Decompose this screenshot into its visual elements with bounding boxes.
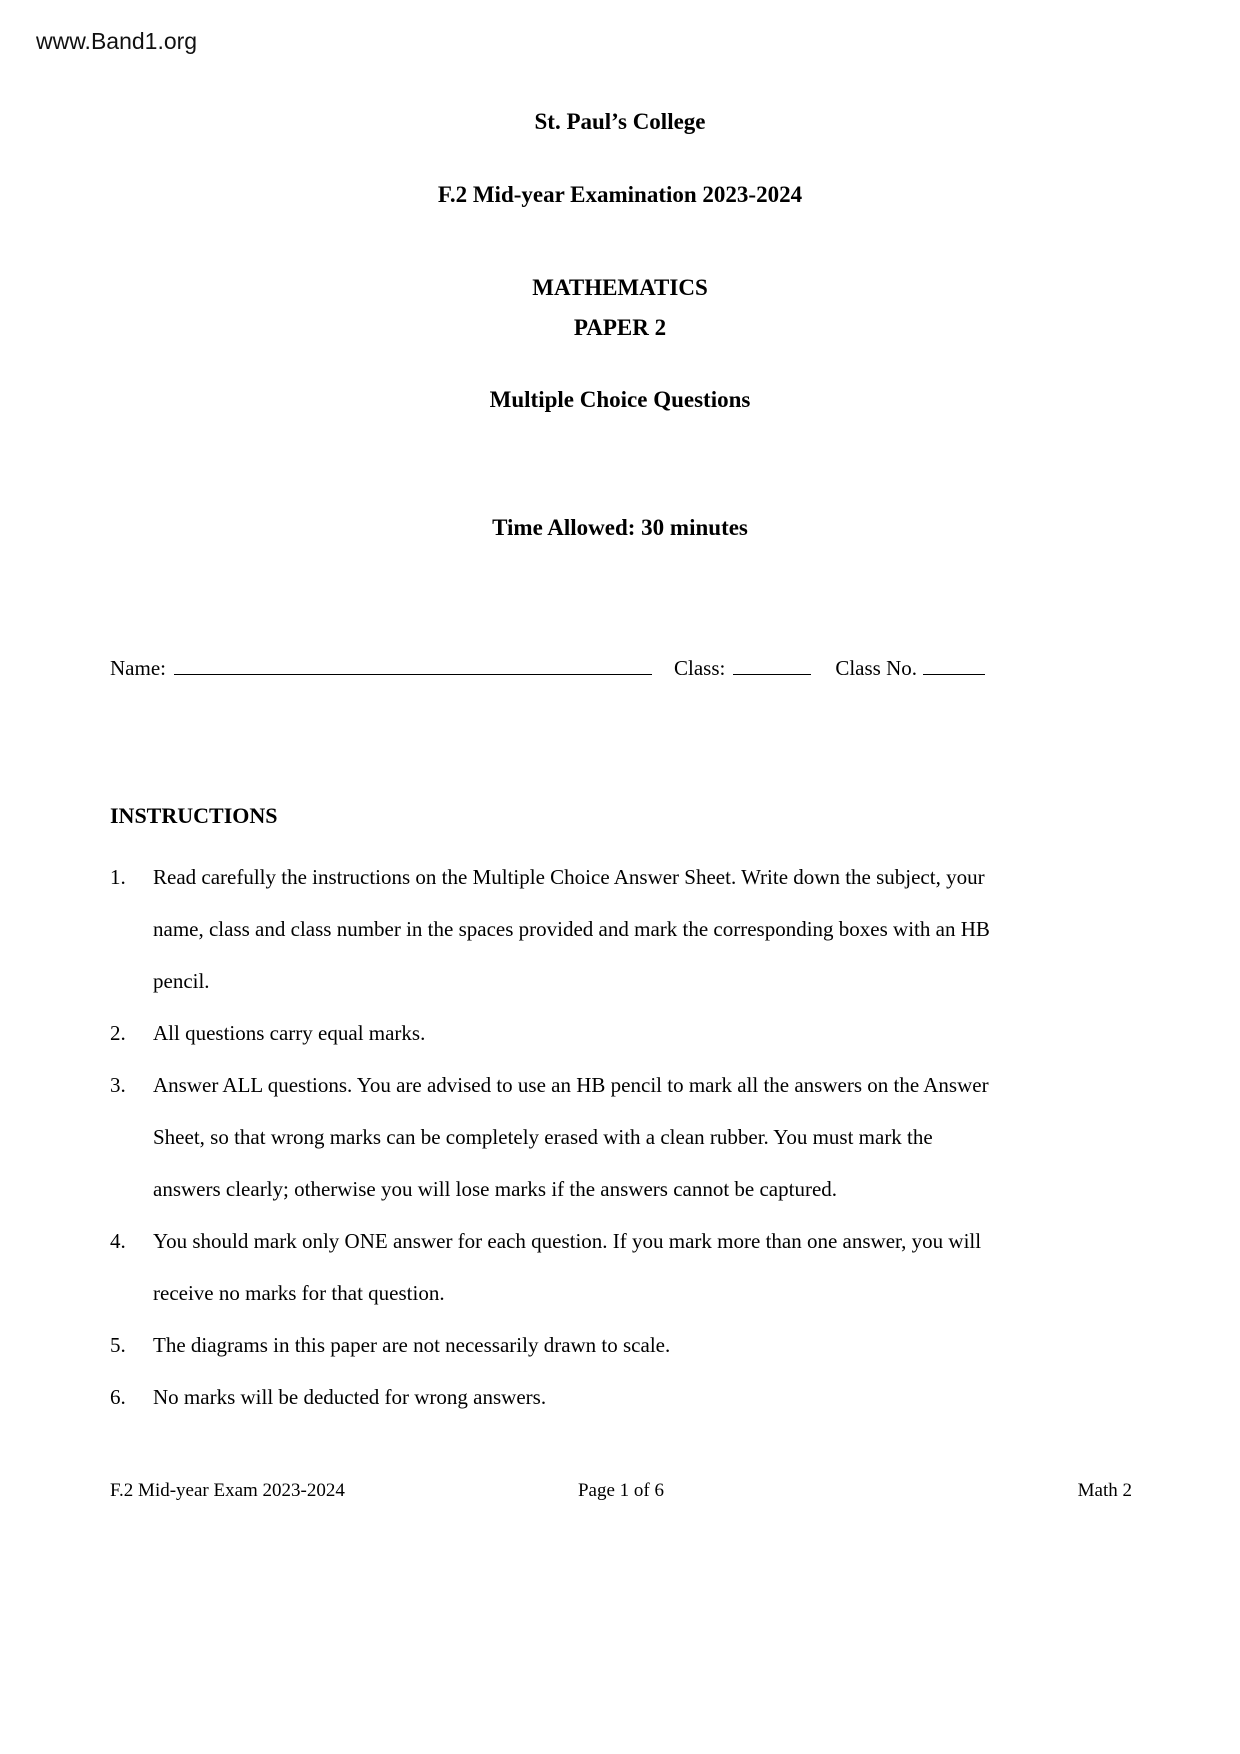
- instruction-item: [110, 1371, 1132, 1423]
- school-name: St. Paul’s College: [534, 109, 706, 134]
- instruction-number: 6.: [110, 1384, 126, 1409]
- instruction-number: 3.: [110, 1072, 126, 1097]
- instruction-item: [110, 1059, 1132, 1215]
- class-no-blank-line: [923, 654, 985, 675]
- class-label: Class:: [673, 655, 726, 680]
- paper-header: [0, 0, 1240, 542]
- footer-exam-name: F.2 Mid-year Exam 2023-2024: [110, 1480, 345, 1501]
- instruction-number: 1.: [110, 864, 126, 889]
- class-no-label: Class No.: [835, 655, 918, 680]
- instruction-text: Answer ALL questions. You are advised to use an HB pencil to mark all the answers on the Answer Sheet, so that wrong marks can be completely erased with a clean rubber. You must mark the answers clearly; otherwise you will lose marks if the answers cannot be captured.: [153, 1072, 989, 1201]
- instruction-text: No marks will be deducted for wrong answers.: [153, 1384, 547, 1409]
- instructions-title: INSTRUCTIONS: [110, 802, 278, 828]
- paper-type: Multiple Choice Questions: [489, 387, 751, 413]
- instruction-number: 4.: [110, 1228, 126, 1253]
- instruction-text: Read carefully the instructions on the Multiple Choice Answer Sheet. Write down the subject, your name, class and class number in the spaces provided and mark the corresponding boxes with an HB pencil.: [153, 864, 990, 993]
- name-label: Name:: [110, 655, 166, 680]
- instruction-text: All questions carry equal marks.: [153, 1020, 426, 1045]
- watermark-url: www.Band1.org: [36, 28, 198, 54]
- footer-subject: Math 2: [1077, 1480, 1132, 1501]
- exam-title: F.2 Mid-year Examination 2023-2024: [437, 181, 803, 207]
- instruction-item: [110, 1215, 1132, 1319]
- instruction-text: You should mark only ONE answer for each question. If you mark more than one answer, you will receive no marks for that question.: [153, 1228, 982, 1305]
- footer-page-number: Page 1 of 6: [577, 1480, 664, 1501]
- name-blank-line: [174, 654, 652, 675]
- instruction-number: 2.: [110, 1020, 126, 1045]
- class-blank-line: [733, 654, 811, 675]
- instruction-item: [110, 851, 1132, 1007]
- instruction-number: 5.: [110, 1332, 126, 1357]
- instruction-item: [110, 1319, 1132, 1371]
- paper-number: PAPER 2: [573, 314, 667, 340]
- time-allowed: Time Allowed: 30 minutes: [492, 514, 748, 540]
- student-info-line: [0, 654, 1240, 681]
- instructions-section: [0, 803, 1240, 1423]
- instruction-item: [110, 1007, 1132, 1059]
- subject-title: MATHEMATICS: [532, 275, 708, 301]
- instruction-text: The diagrams in this paper are not necessarily drawn to scale.: [153, 1332, 671, 1357]
